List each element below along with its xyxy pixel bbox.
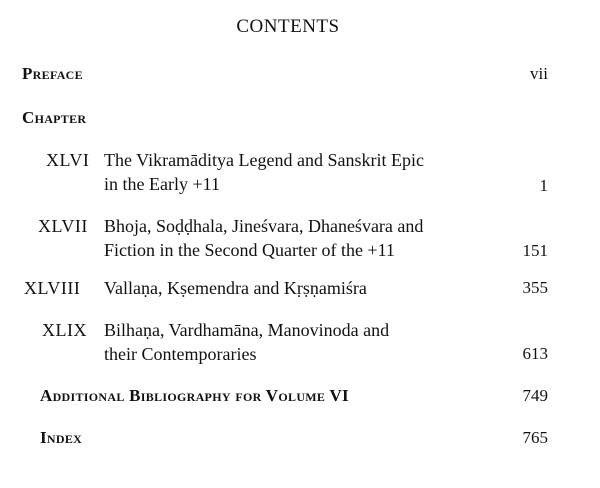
chapter-number: XLVIII — [24, 278, 81, 298]
preface-page: vii — [530, 64, 548, 83]
chapter-title-line: their Contemporaries — [104, 344, 257, 364]
index-page: 765 — [522, 428, 548, 447]
chapter-page: 1 — [539, 176, 548, 195]
contents-heading: CONTENTS — [236, 16, 340, 37]
chapter-title-line: Vallaṇa, Kṣemendra and Kṛṣṇamiśra — [104, 278, 367, 298]
preface-label: Preface — [22, 64, 83, 83]
chapter-page: 355 — [522, 278, 548, 297]
chapter-number: XLVI — [46, 150, 90, 170]
chapter-heading: Chapter — [22, 108, 87, 127]
chapter-page: 613 — [522, 344, 548, 363]
chapter-title-line: in the Early +11 — [104, 174, 220, 194]
index-label: Index — [40, 428, 83, 447]
chapter-title-line: Fiction in the Second Quarter of the +11 — [104, 240, 395, 260]
chapter-title-line: Bhoja, Soḍḍhala, Jineśvara, Dhaneśvara and — [104, 216, 424, 236]
additional-bibliography-page: 749 — [522, 386, 548, 405]
chapter-title-line: The Vikramāditya Legend and Sanskrit Epic — [104, 150, 424, 170]
chapter-title-line: Bilhaṇa, Vardhamāna, Manovinoda and — [104, 320, 390, 340]
additional-bibliography-label: Additional Bibliography for Volume VI — [40, 386, 349, 405]
chapter-number: XLIX — [42, 320, 87, 340]
chapter-number: XLVII — [38, 216, 88, 236]
chapter-page: 151 — [522, 241, 548, 260]
